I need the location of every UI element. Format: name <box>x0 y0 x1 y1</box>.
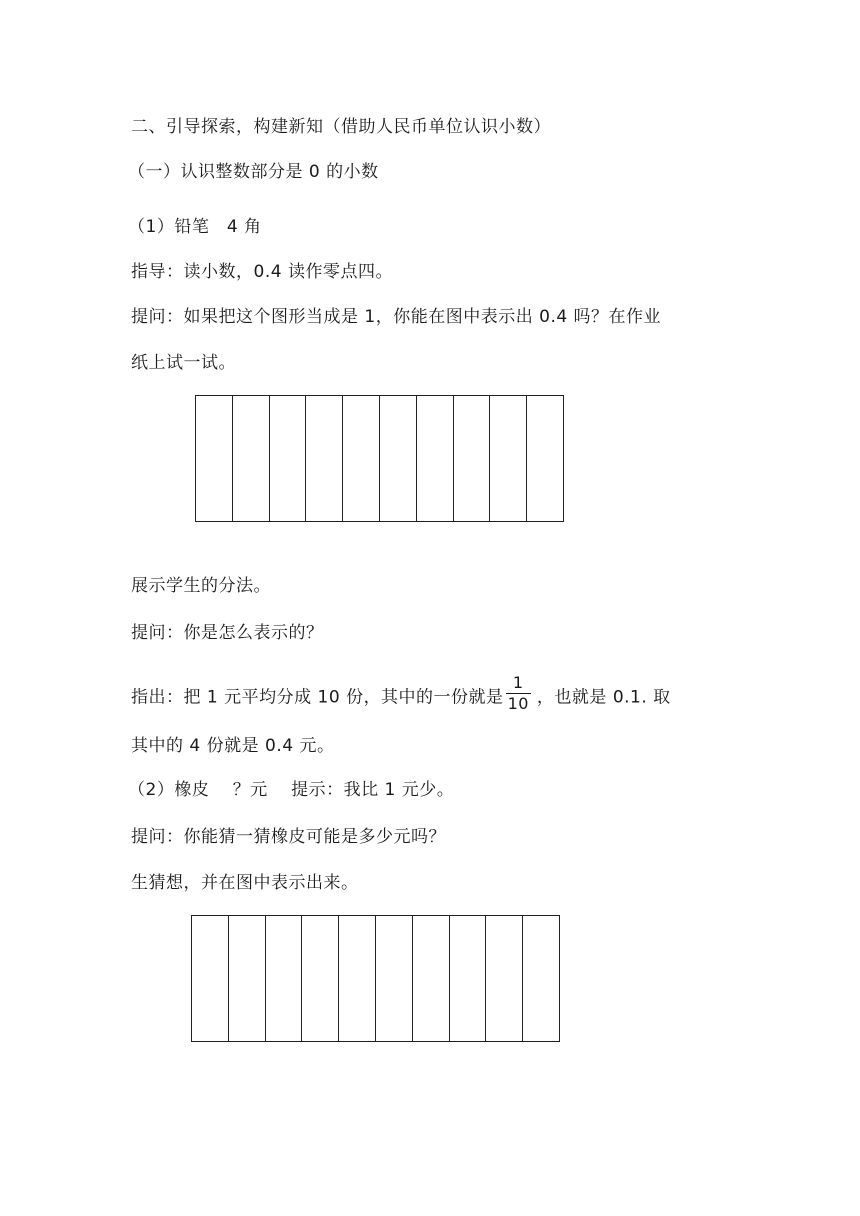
item2-title: （2）橡皮 ？元 提示：我比 1 元少。 <box>128 780 455 800</box>
grid-cell[interactable] <box>486 916 523 1041</box>
grid-cell[interactable] <box>417 396 454 521</box>
grid-cell[interactable] <box>376 916 413 1041</box>
grid-cell[interactable] <box>343 396 380 521</box>
discussion-point-line2: 其中的 4 份就是 0.4 元。 <box>131 736 335 756</box>
grid-cell[interactable] <box>306 396 343 521</box>
grid-cell[interactable] <box>302 916 339 1041</box>
grid-cell[interactable] <box>266 916 303 1041</box>
grid-cell[interactable] <box>196 396 233 521</box>
item2-guess: 生猜想，并在图中表示出来。 <box>131 873 359 893</box>
discussion-show: 展示学生的分法。 <box>131 576 271 596</box>
point-after-text: ，也就是 0.1. 取 <box>536 687 671 708</box>
item1-question-line1: 提问：如果把这个图形当成是 1，你能在图中表示出 0.4 吗？在作业 <box>131 307 662 327</box>
section-heading: 二、引导探索，构建新知（借助人民币单位认识小数） <box>131 117 551 137</box>
item1-question-line2: 纸上试一试。 <box>131 353 236 373</box>
grid-cell[interactable] <box>192 916 229 1041</box>
fraction-numerator: 1 <box>506 673 531 694</box>
tenths-grid-2[interactable] <box>191 915 560 1042</box>
point-before-text: 指出：把 1 元平均分成 10 份，其中的一份就是 <box>131 687 504 708</box>
grid-cell[interactable] <box>527 396 563 521</box>
grid-cell[interactable] <box>490 396 527 521</box>
item1-guide: 指导：读小数，0.4 读作零点四。 <box>131 262 393 282</box>
grid-cell[interactable] <box>454 396 491 521</box>
grid-cell[interactable] <box>270 396 307 521</box>
discussion-point <box>131 673 671 718</box>
tenths-grid-1[interactable] <box>195 395 564 522</box>
item1-title: （1）铅笔 4 角 <box>128 217 262 237</box>
fraction-denominator: 10 <box>507 694 529 713</box>
item2-ask: 提问：你能猜一猜橡皮可能是多少元吗？ <box>131 827 446 847</box>
grid-cell[interactable] <box>380 396 417 521</box>
grid-cell[interactable] <box>229 916 266 1041</box>
grid-cell[interactable] <box>450 916 487 1041</box>
grid-cell[interactable] <box>413 916 450 1041</box>
fraction-one-tenth <box>506 673 531 714</box>
section-subheading: （一）认识整数部分是 0 的小数 <box>128 162 379 182</box>
grid-cell[interactable] <box>339 916 376 1041</box>
discussion-ask: 提问：你是怎么表示的？ <box>131 623 324 643</box>
grid-cell[interactable] <box>523 916 559 1041</box>
grid-cell[interactable] <box>233 396 270 521</box>
